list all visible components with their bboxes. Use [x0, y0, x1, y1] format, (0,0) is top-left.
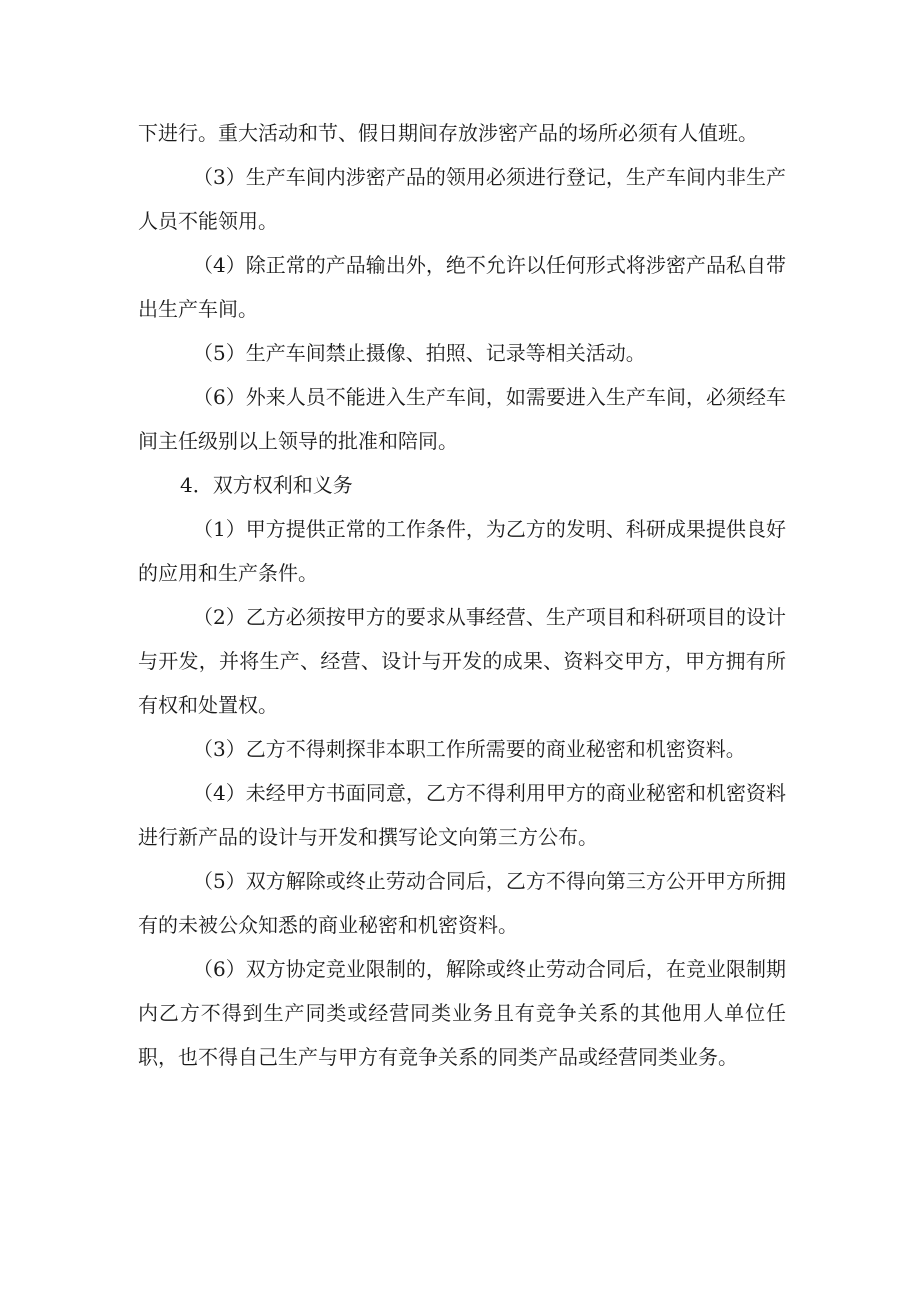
- paragraph-rights-5: （5）双方解除或终止劳动合同后，乙方不得向第三方公开甲方所拥有的未被公众知悉的商业秘密和机密资料。: [138, 869, 786, 937]
- paragraph-item-5-no-recording: （5）生产车间禁止摄像、拍照、记录等相关活动。: [193, 341, 646, 365]
- paragraph-rights-4: （4）未经甲方书面同意，乙方不得利用甲方的商业秘密和机密资料进行新产品的设计与开发和撰写论文向第三方公布。: [138, 781, 786, 849]
- paragraph-rights-6: （6）双方协定竞业限制的，解除或终止劳动合同后，在竞业限制期内乙方不得到生产同类或经营同类业务且有竞争关系的其他用人单位任职，也不得自己生产与甲方有竞争关系的同类产品或经营同类业务。: [138, 957, 786, 1069]
- section-heading-rights-obligations: 4．双方权利和义务: [180, 473, 353, 497]
- paragraph-rights-3: （3）乙方不得刺探非本职工作所需要的商业秘密和机密资料。: [193, 737, 746, 761]
- paragraph-item-6-visitors: （6）外来人员不能进入生产车间，如需要进入生产车间，必须经车间主任级别以上领导的批准和陪同。: [138, 385, 786, 453]
- document-body: [138, 111, 786, 1079]
- paragraph-item-3-workshop-collection: （3）生产车间内涉密产品的领用必须进行登记，生产车间内非生产人员不能领用。: [138, 165, 786, 233]
- paragraph-rights-2: （2）乙方必须按甲方的要求从事经营、生产项目和科研项目的设计与开发，并将生产、经营、设计与开发的成果、资料交甲方，甲方拥有所有权和处置权。: [138, 605, 786, 717]
- paragraph-item-4-no-removal: （4）除正常的产品输出外，绝不允许以任何形式将涉密产品私自带出生产车间。: [138, 253, 786, 321]
- paragraph-rights-1: （1）甲方提供正常的工作条件，为乙方的发明、科研成果提供良好的应用和生产条件。: [138, 517, 786, 585]
- paragraph-continuation: 下进行。重大活动和节、假日期间存放涉密产品的场所必须有人值班。: [138, 121, 758, 145]
